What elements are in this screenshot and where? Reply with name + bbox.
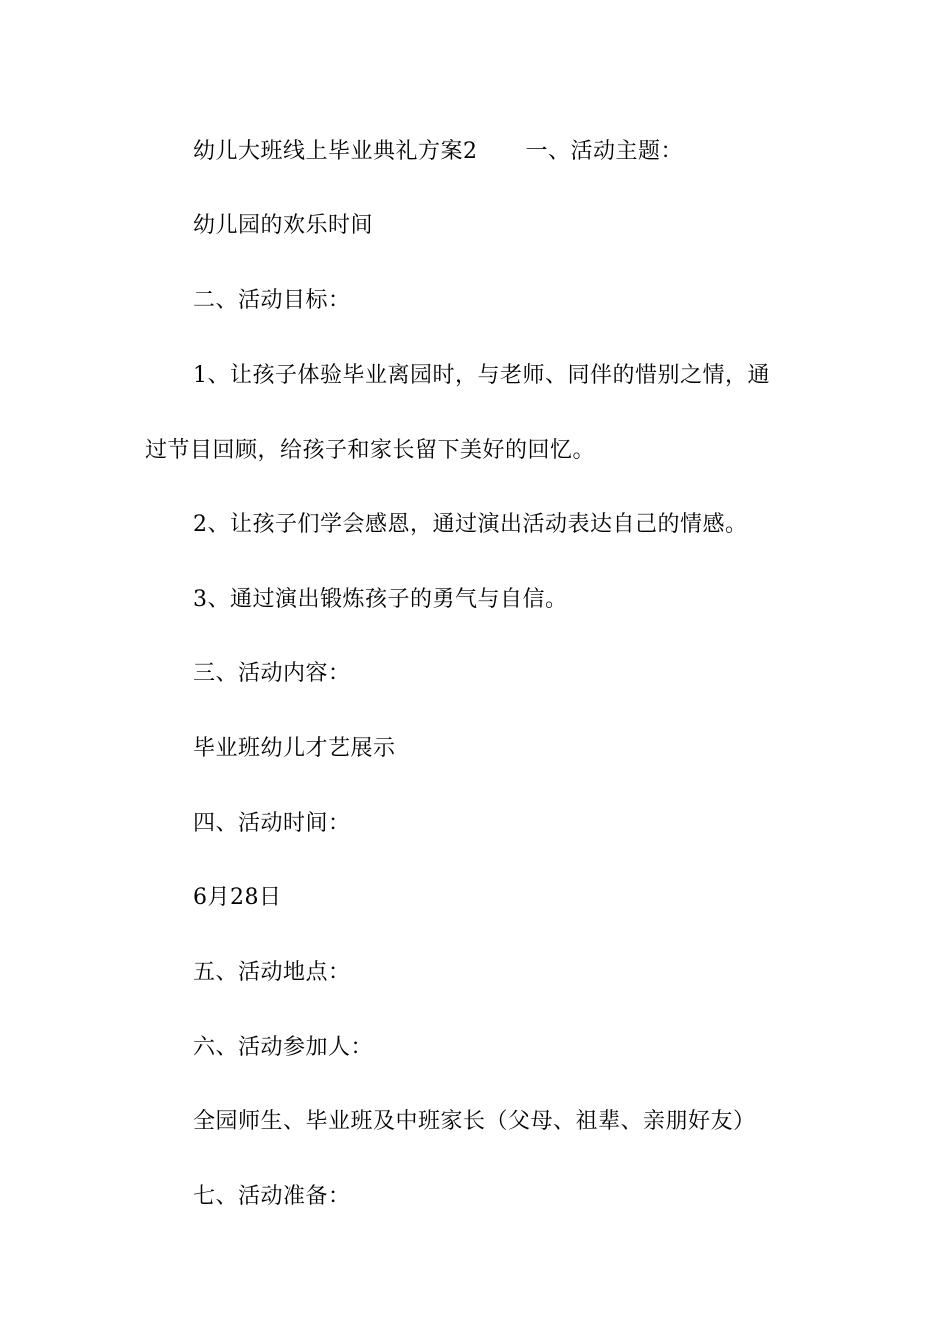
- section4-heading: 四、活动时间：: [193, 811, 351, 836]
- section2-heading: 二、活动目标：: [193, 288, 351, 313]
- participants-text: 全园师生、毕业班及中班家长（父母、祖辈、亲朋好友）: [193, 1109, 756, 1134]
- title-line: [193, 137, 683, 167]
- theme-text: 幼儿园的欢乐时间: [193, 213, 374, 238]
- section5-heading: 五、活动地点：: [193, 960, 351, 985]
- goal2-text: 2、让孩子们学会感恩，通过演出活动表达自己的情感。: [193, 512, 748, 537]
- section1-heading: 一、活动主题：: [525, 139, 684, 164]
- content-text: 毕业班幼儿才艺展示: [193, 736, 396, 761]
- goal3-text: 3、通过演出锻炼孩子的勇气与自信。: [193, 587, 568, 612]
- goal1-line2: 过节目回顾，给孩子和家长留下美好的回忆。: [145, 438, 596, 463]
- document-title: 幼儿大班线上毕业典礼方案2: [193, 139, 478, 164]
- section3-heading: 三、活动内容：: [193, 661, 351, 686]
- goal1-line1: 1、让孩子体验毕业离园时，与老师、同伴的惜别之情，通: [193, 363, 770, 388]
- section6-heading: 六、活动参加人：: [193, 1035, 374, 1060]
- date-text: 6月28日: [193, 885, 282, 910]
- section7-heading: 七、活动准备：: [193, 1184, 351, 1209]
